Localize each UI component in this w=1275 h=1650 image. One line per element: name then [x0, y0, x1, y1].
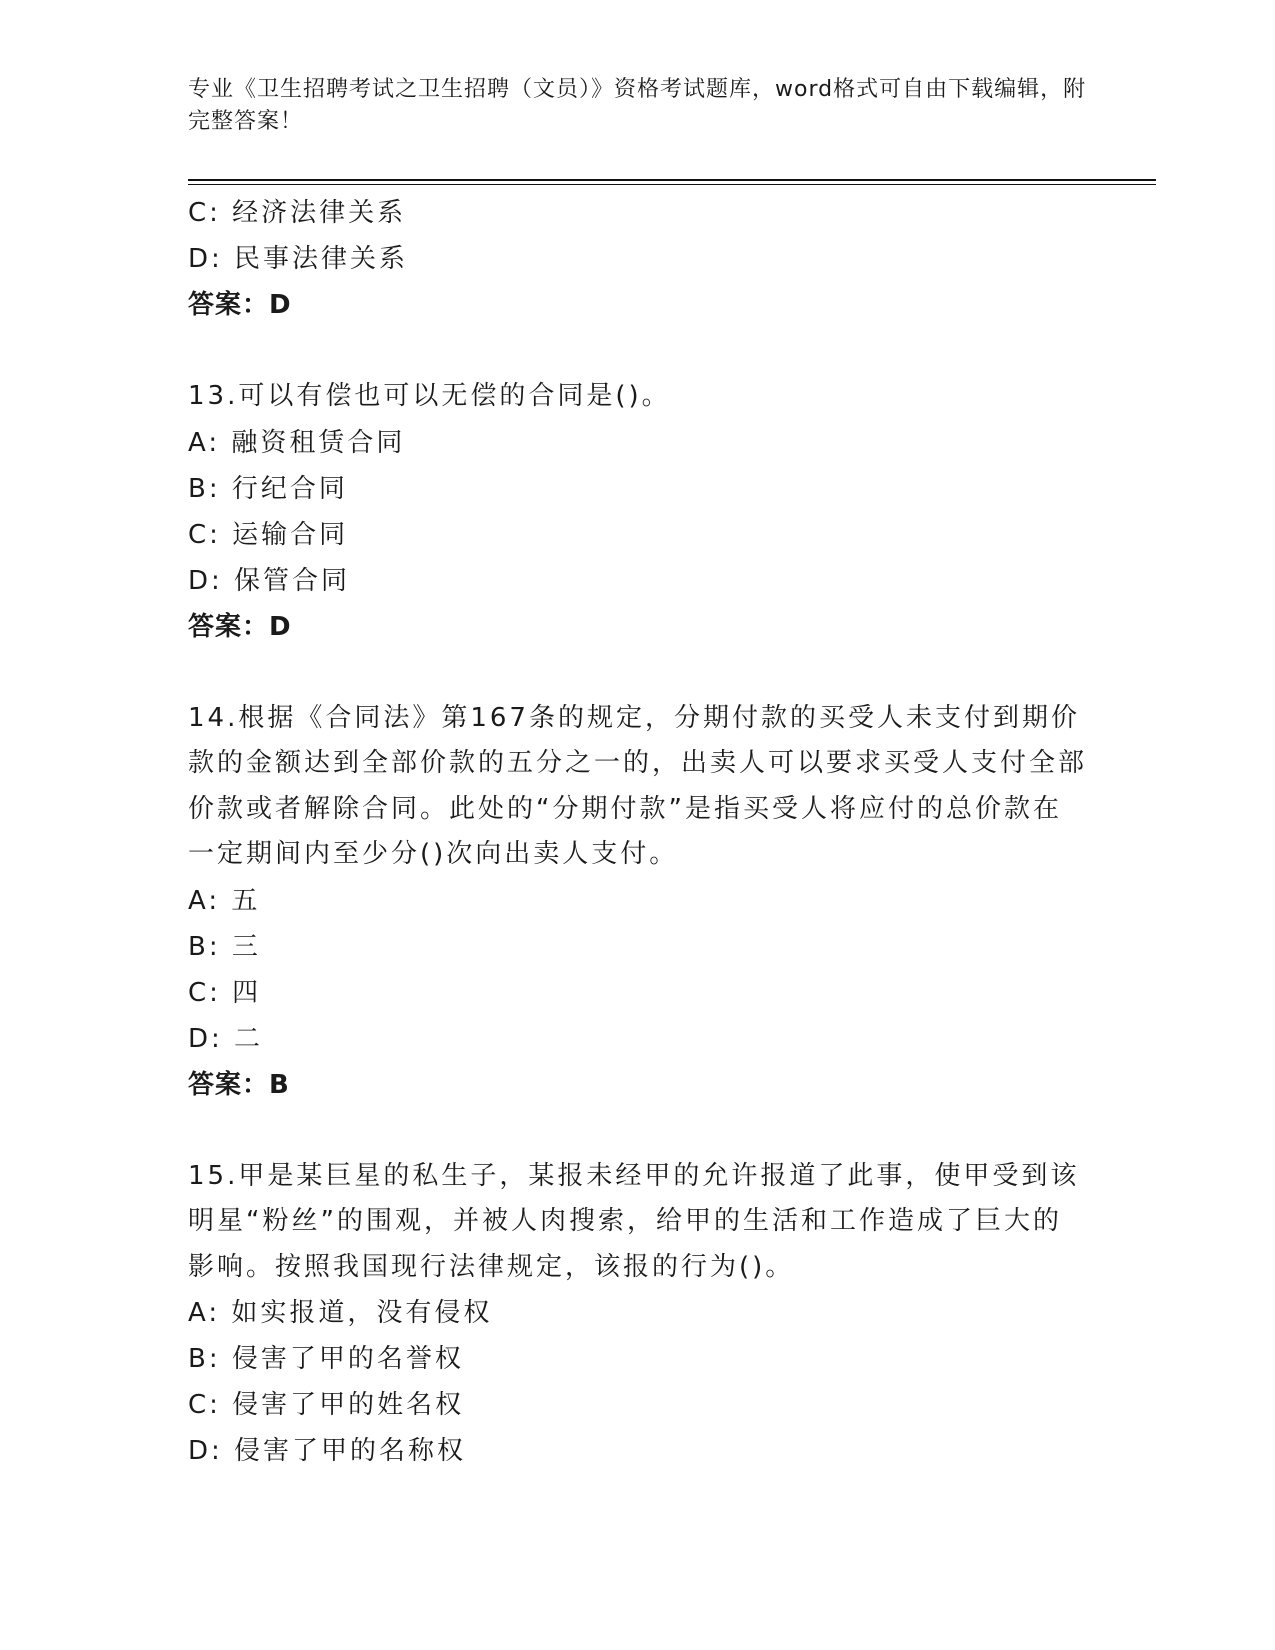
answer-label: 答案：B — [188, 1069, 290, 1100]
option-b: B: 侵害了甲的名誉权 — [188, 1344, 464, 1374]
question-stem: 14.根据《合同法》第167条的规定，分期付款的买受人未支付到期价款的金额达到全部价款的五分之一的，出卖人可以要求买受人支付全部价款或者解除合同。此处的“分期付款”是指买受人将应付的总价款在一定期间内至少分()次向出卖人支付。 — [188, 702, 1088, 869]
option-d: D: 保管合同 — [188, 565, 351, 596]
option-c: C: 四 — [188, 977, 262, 1008]
spacer — [188, 650, 1088, 696]
question-14 — [188, 696, 1088, 1108]
option-a: A: 五 — [188, 885, 261, 916]
page-header: 专业《卫生招聘考试之卫生招聘（文员）》资格考试题库，word格式可自由下载编辑，附完整答案！ — [188, 77, 1087, 134]
question-13 — [188, 374, 1088, 650]
spacer — [188, 1108, 1088, 1154]
question-stem: 15.甲是某巨星的私生子，某报未经甲的允许报道了此事，使甲受到该明星“粉丝”的围观，并被人肉搜索，给甲的生活和工作造成了巨大的影响。按照我国现行法律规定，该报的行为()。 — [188, 1160, 1080, 1282]
option-d: D: 民事法律关系 — [188, 244, 409, 274]
answer-label: 答案：D — [188, 611, 292, 642]
header-divider-thin — [188, 184, 1156, 185]
question-12-continued — [188, 190, 1088, 328]
header-divider-thick — [188, 179, 1156, 181]
question-15 — [188, 1154, 1088, 1475]
answer-label: 答案：D — [188, 290, 292, 320]
option-a: A: 如实报道，没有侵权 — [188, 1298, 493, 1328]
option-c: C: 经济法律关系 — [188, 198, 407, 228]
question-list — [188, 190, 1088, 1474]
option-d: D: 二 — [188, 1023, 264, 1054]
option-a: A: 融资租赁合同 — [188, 427, 406, 458]
question-stem: 13.可以有偿也可以无偿的合同是()。 — [188, 381, 671, 411]
option-b: B: 三 — [188, 931, 261, 962]
option-c: C: 运输合同 — [188, 519, 349, 550]
spacer — [188, 328, 1088, 374]
option-d: D: 侵害了甲的名称权 — [188, 1436, 467, 1466]
option-c: C: 侵害了甲的姓名权 — [188, 1390, 465, 1420]
option-b: B: 行纪合同 — [188, 473, 348, 504]
